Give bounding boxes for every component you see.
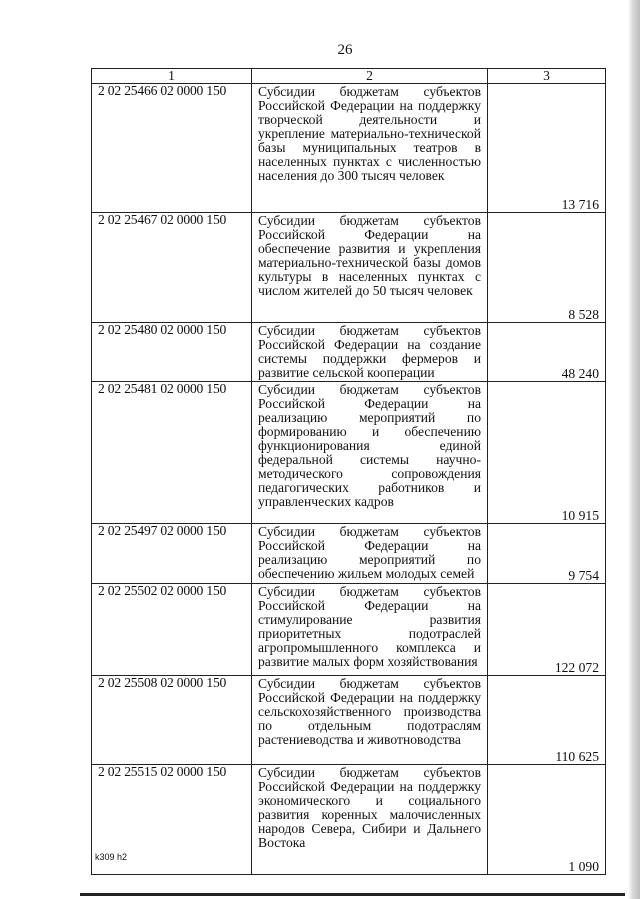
document-reference: k309 h2: [95, 852, 128, 862]
row-amount: 10 915: [488, 382, 606, 524]
table-row: [92, 323, 606, 382]
row-code: 2 02 25466 02 0000 150: [92, 84, 252, 213]
row-code: 2 02 25467 02 0000 150: [92, 213, 252, 323]
table-row: [92, 584, 606, 676]
row-description: Субсидии бюджетам субъектов Российской Федерации на обеспечение развития и укрепления материально-технической базы домов культуры в населенных пунктах с числом жителей до 50 тысяч человек: [252, 213, 488, 323]
column-header-description: 2: [252, 69, 488, 84]
table-row: [92, 524, 606, 584]
row-description: Субсидии бюджетам субъектов Российской Федерации на поддержку экономического и социального развития коренных малочисленных народов Севера, Сибири и Дальнего Востока: [252, 765, 488, 875]
row-code: 2 02 25480 02 0000 150: [92, 323, 252, 382]
row-description: Субсидии бюджетам субъектов Российской Федерации на реализацию мероприятий по формированию и обеспечению функционирования единой федеральной системы научно-методического сопровождения педагогических работников и управленческих кадров: [252, 382, 488, 524]
row-description: Субсидии бюджетам субъектов Российской Федерации на поддержку творческой деятельности и укрепление материально-технической базы муниципальных театров в населенных пунктах с численностью населения до 300 тысяч человек: [252, 84, 488, 213]
row-amount: 13 716: [488, 84, 606, 213]
budget-table: [91, 68, 606, 875]
row-description: Субсидии бюджетам субъектов Российской Федерации на поддержку сельскохозяйственного производства по отдельным подотраслям растениеводства и животноводства: [252, 676, 488, 765]
row-amount: 8 528: [488, 213, 606, 323]
row-code: 2 02 25497 02 0000 150: [92, 524, 252, 584]
column-header-amount: 3: [488, 69, 606, 84]
table-row: [92, 676, 606, 765]
scan-right-shadow: [628, 0, 640, 899]
page-number: 26: [337, 42, 353, 58]
table-row: [92, 84, 606, 213]
table-header-row: [92, 69, 606, 84]
row-description: Субсидии бюджетам субъектов Российской Федерации на стимулирование развития приоритетных подотраслей агропромышленного комплекса и развитие малых форм хозяйствования: [252, 584, 488, 676]
row-amount: 48 240: [488, 323, 606, 382]
table-row: [92, 382, 606, 524]
row-amount: 110 625: [488, 676, 606, 765]
column-header-code: 1: [92, 69, 252, 84]
row-amount: 122 072: [488, 584, 606, 676]
row-amount: 1 090: [488, 765, 606, 875]
row-code: 2 02 25515 02 0000 150: [92, 765, 252, 875]
table-row: [92, 213, 606, 323]
row-code: 2 02 25508 02 0000 150: [92, 676, 252, 765]
scan-bottom-edge: [80, 893, 625, 896]
table-row: [92, 765, 606, 875]
row-code: 2 02 25502 02 0000 150: [92, 584, 252, 676]
row-amount: 9 754: [488, 524, 606, 584]
row-description: Субсидии бюджетам субъектов Российской Федерации на реализацию мероприятий по обеспечению жильем молодых семей: [252, 524, 488, 584]
row-description: Субсидии бюджетам субъектов Российской Федерации на создание системы поддержки фермеров и развитие сельской кооперации: [252, 323, 488, 382]
row-code: 2 02 25481 02 0000 150: [92, 382, 252, 524]
